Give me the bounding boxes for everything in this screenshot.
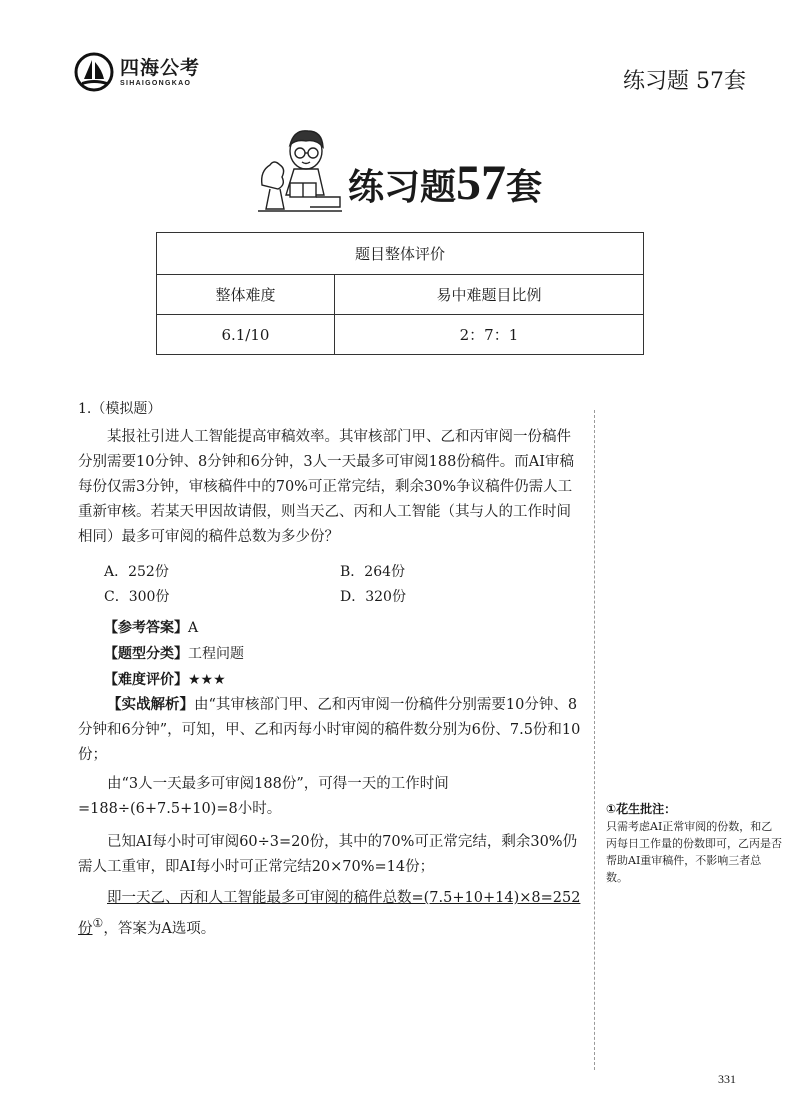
analysis-p4-end: ，答案为A选项。 [103,920,216,937]
eval-col1-value: 6.1/10 [157,315,335,355]
brand-logo [74,52,200,92]
side-note-title: ①花生批注： [606,802,677,816]
type-value: 工程问题 [188,646,244,662]
side-note-body: 只需考虑AI正常审阅的份数，和乙丙每日工作量的份数即可，乙丙是否帮助AI重审稿件，不影响三者总数。 [606,820,782,884]
eval-col1-header: 整体难度 [157,275,335,315]
analysis-p3: 已知AI每小时可审阅60÷3=20份，其中的70%可正常完结，剩余30%仍需人工重审，即AI每小时可正常完结20×70%=14份； [78,834,578,875]
margin-divider [594,410,595,1070]
footnote-mark: ① [92,916,104,930]
answer-label: 【参考答案】 [104,620,188,636]
options-list [104,560,576,610]
answer-value: A [188,620,199,636]
option-a: A．252份 [104,564,169,580]
analysis-p1 [78,692,584,768]
analysis-label: 【实战解析】 [107,696,194,713]
eval-col2-header: 易中难题目比例 [334,275,643,315]
sail-logo-icon [74,52,114,92]
answer-line [104,617,198,637]
difficulty-label: 【难度评价】 [104,672,188,688]
question-title: 1.（模拟题） [78,401,162,417]
logo-subtitle: SIHAIGONGKAO [120,80,192,87]
mascot-reading-icon [256,125,344,215]
logo-name: 四海公考 [120,57,201,79]
title-suffix: 套 [506,167,543,208]
title-number: 57 [456,154,507,210]
type-line [104,643,244,663]
analysis-p4 [78,886,584,942]
analysis-p4-main: 即一天乙、丙和人工智能最多可审阅的稿件总数=(7.5+10+14)×8=252份 [78,890,581,937]
type-label: 【题型分类】 [104,646,188,662]
difficulty-line [104,669,226,689]
evaluation-table [156,232,644,355]
header-title: 练习题 57套 [623,69,746,94]
question-stem: 某报社引进人工智能提高审稿效率。其审核部门甲、乙和丙审阅一份稿件分别需要10分钟、8分钟和6分钟，3人一天最多可审阅188份稿件。而AI审稿每份仅需3分钟，审核稿件中的70%可正常完结，剩余30%争议稿件仍需人工重新审核。若某天甲因故请假，则当天乙、丙和人工智能（其与人的工作时间相同）最多可审阅的稿件总数为多少份？ [78,429,574,545]
analysis-p1-text: 由“其审核部门甲、乙和丙审阅一份稿件分别需要10分钟、8分钟和6分钟”，可知，甲、乙和丙每小时审阅的稿件数分别为6份、7.5份和10份； [78,697,581,763]
title-prefix: 练习题 [348,167,457,208]
difficulty-stars: ★★★ [188,672,226,688]
option-c: C．300份 [104,589,170,605]
page-title [256,125,542,215]
eval-heading: 题目整体评价 [157,233,644,275]
option-b: B．264份 [340,564,406,580]
eval-col2-value: 2：7：1 [334,315,643,355]
analysis-p2: 由“3人一天最多可审阅188份”，可得一天的工作时间=188÷(6+7.5+10)=8小时。 [78,776,449,817]
page-number: 331 [718,1072,736,1086]
option-d: D．320份 [340,589,406,605]
